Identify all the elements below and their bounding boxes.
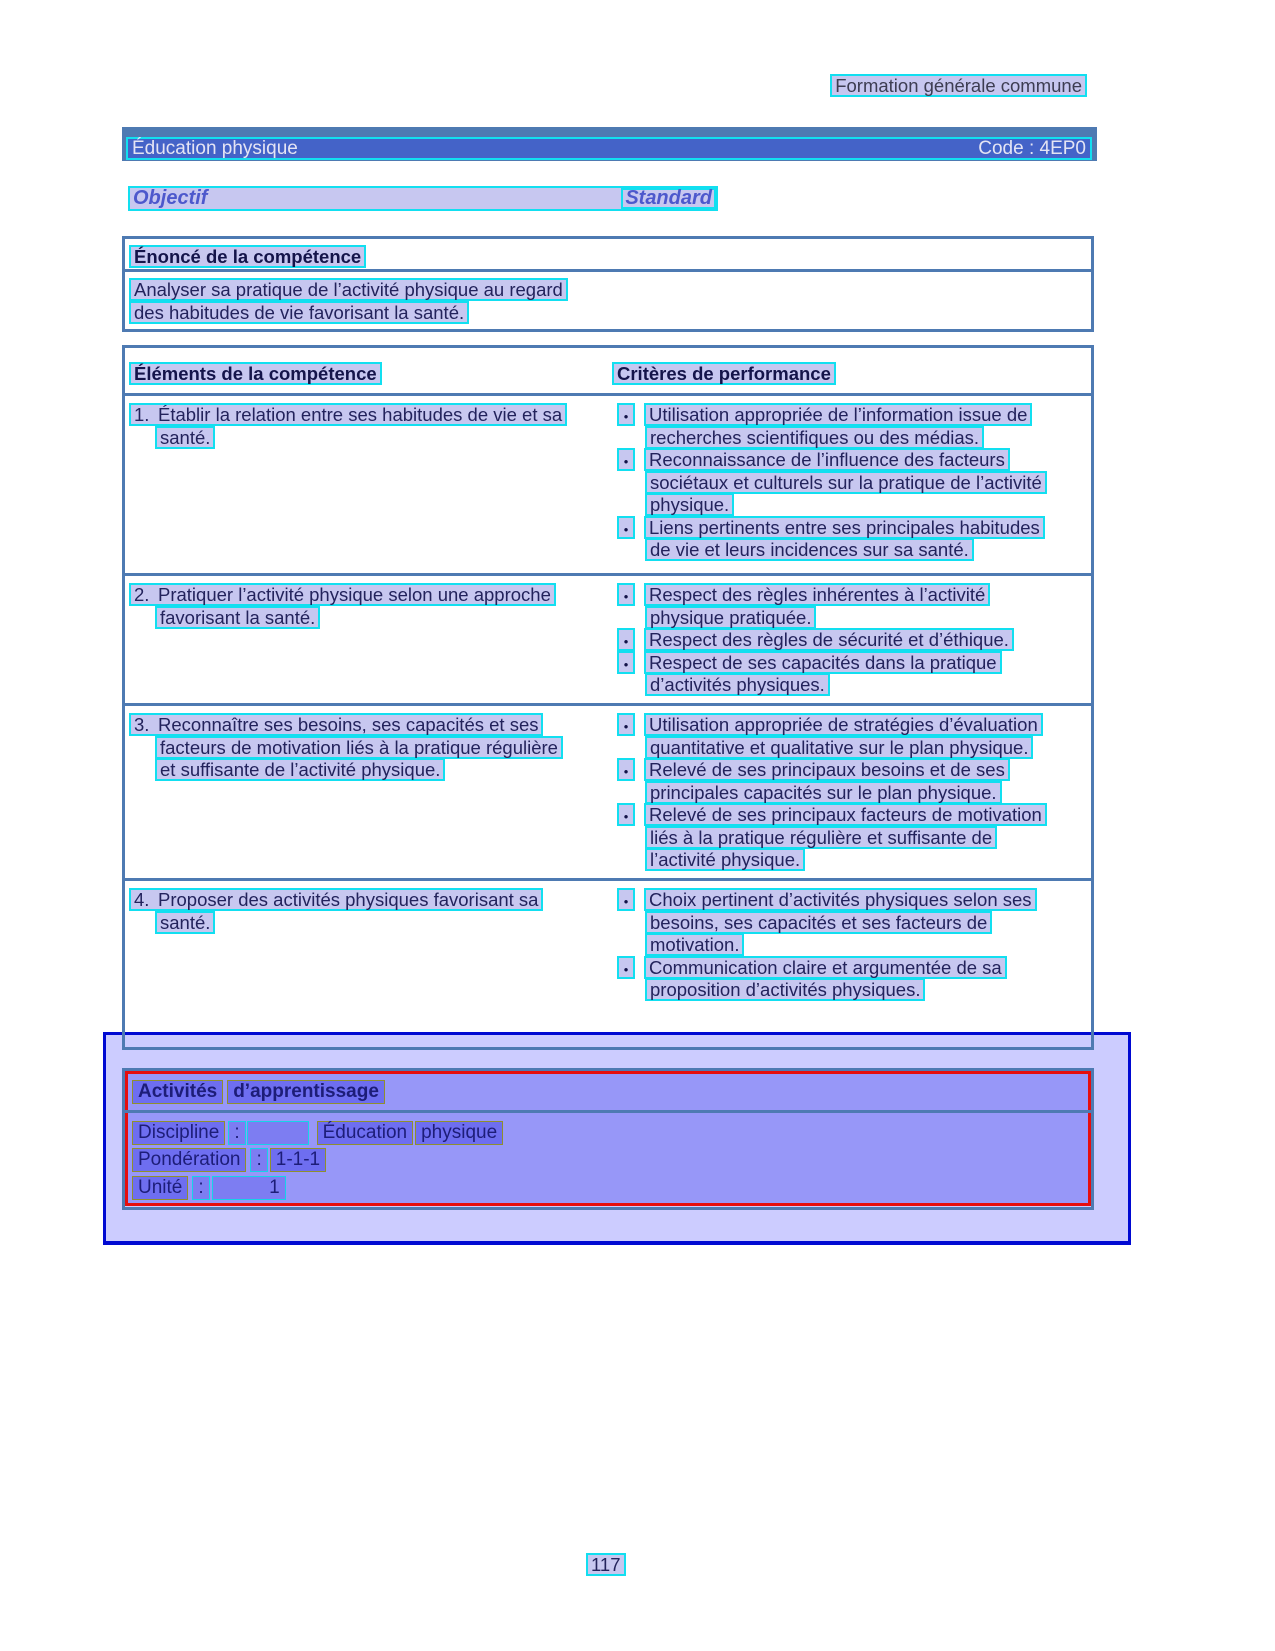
element-cell <box>125 881 612 1055</box>
item-number: 4. <box>134 889 150 910</box>
criteria-text: Respect des règles de sécurité et d’éthique. <box>644 628 1014 651</box>
discipline-colon: : <box>228 1121 245 1145</box>
criteria-text: Utilisation appropriée de stratégies d’évaluation <box>644 713 1043 736</box>
criteria-cell <box>612 706 1091 878</box>
discipline-row <box>132 1121 503 1145</box>
ponderation-value: 1-1-1 <box>270 1148 326 1172</box>
criteria-text: recherches scientifiques ou des médias. <box>645 426 984 449</box>
criteria-text: principales capacités sur le plan physique. <box>645 781 1002 804</box>
criteria-line <box>617 911 1091 934</box>
section-heading <box>128 186 718 211</box>
enonce-table-body <box>125 272 1091 323</box>
activites-content <box>122 1068 1094 1210</box>
criteria-line <box>617 888 1091 911</box>
element-cell <box>125 706 612 878</box>
course-title: Éducation physique <box>132 137 298 159</box>
col1-header-text: Éléments de la compétence <box>129 362 382 385</box>
running-head-text: Formation générale commune <box>830 74 1087 97</box>
criteria-text: proposition d’activités physiques. <box>645 978 925 1001</box>
element-text: santé. <box>155 911 215 934</box>
element-text: facteurs de motivation liés à la pratique régulière <box>155 736 563 759</box>
criteria-text: l’activité physique. <box>645 848 805 871</box>
element-line <box>129 911 612 934</box>
activites-title <box>132 1080 385 1104</box>
element-text: Établir la relation entre ses habitudes de vie et sa <box>158 404 563 425</box>
bullet-icon: • <box>623 656 629 672</box>
title-bar-highlight-box <box>126 137 1092 160</box>
activites-title-word1: Activités <box>132 1080 223 1104</box>
bullet-icon: • <box>623 961 629 977</box>
bullet-icon: • <box>623 719 629 734</box>
bullet-icon: • <box>623 409 629 424</box>
table-row <box>125 878 1091 1055</box>
criteria-line <box>617 978 1091 1001</box>
criteria-text: Relevé de ses principaux besoins et de ses <box>644 758 1010 781</box>
element-line <box>129 583 612 606</box>
table-row <box>125 703 1091 878</box>
bullet-icon: • <box>623 589 629 604</box>
item-number: 3. <box>134 714 150 735</box>
enonce-line <box>129 278 1091 301</box>
discipline-spacer-box <box>247 1121 309 1145</box>
page-number-text: 117 <box>586 1553 626 1576</box>
criteria-text: de vie et leurs incidences sur sa santé. <box>645 538 974 561</box>
criteria-line <box>617 673 1091 696</box>
element-text: santé. <box>155 426 215 449</box>
criteria-line <box>617 736 1091 759</box>
criteria-line <box>617 583 1091 606</box>
table-row <box>125 393 1091 573</box>
criteria-line <box>617 956 1091 979</box>
item-number: 2. <box>134 584 150 605</box>
element-line <box>129 403 612 426</box>
criteria-line <box>617 826 1091 849</box>
criteria-text: Reconnaissance de l’influence des facteurs <box>644 448 1010 471</box>
page-number <box>586 1553 626 1576</box>
criteria-line <box>617 426 1091 449</box>
element-text: et suffisante de l’activité physique. <box>155 758 445 781</box>
criteria-line <box>617 448 1091 471</box>
unite-label: Unité <box>132 1176 188 1200</box>
discipline-value-word1: Éducation <box>317 1121 414 1145</box>
element-text: Proposer des activités physiques favorisant sa <box>158 889 539 910</box>
enonce-table-header <box>125 239 1091 272</box>
enonce-line <box>129 301 1091 324</box>
enonce-table <box>122 236 1094 332</box>
element-text: favorisant la santé. <box>155 606 320 629</box>
criteria-text: Communication claire et argumentée de sa <box>644 956 1007 979</box>
criteria-text: liés à la pratique régulière et suffisante de <box>645 826 997 849</box>
item-number: 1. <box>134 404 150 425</box>
element-line <box>129 888 612 911</box>
criteria-text: sociétaux et culturels sur la pratique de l’activité <box>645 471 1047 494</box>
enonce-line-text: des habitudes de vie favorisant la santé. <box>129 301 469 324</box>
element-cell <box>125 576 612 703</box>
criteria-cell <box>612 396 1091 573</box>
criteria-line <box>617 471 1091 494</box>
criteria-text: Liens pertinents entre ses principales habitudes <box>644 516 1045 539</box>
criteria-text: Respect des règles inhérentes à l’activité <box>644 583 990 606</box>
criteria-line <box>617 606 1091 629</box>
activites-title-word2: d’apprentissage <box>227 1080 385 1104</box>
ponderation-colon: : <box>250 1148 267 1172</box>
criteria-text: besoins, ses capacités et ses facteurs de <box>645 911 992 934</box>
criteria-line <box>617 403 1091 426</box>
activites-divider <box>125 1110 1091 1113</box>
heading-standard: Standard <box>621 188 716 209</box>
criteria-text: physique. <box>645 493 734 516</box>
element-cell <box>125 396 612 573</box>
bullet-icon: • <box>623 894 629 909</box>
discipline-label: Discipline <box>132 1121 225 1145</box>
unite-colon: : <box>192 1176 209 1200</box>
element-line <box>129 713 612 736</box>
criteria-line <box>617 651 1091 674</box>
criteria-line <box>617 538 1091 561</box>
criteria-line <box>617 758 1091 781</box>
title-bar <box>122 127 1097 161</box>
criteria-line <box>617 803 1091 826</box>
enonce-line-text: Analyser sa pratique de l’activité physique au regard <box>129 278 568 301</box>
element-text: Pratiquer l’activité physique selon une approche <box>158 584 551 605</box>
element-line <box>129 758 612 781</box>
bullet-icon: • <box>623 521 629 537</box>
criteria-line <box>617 848 1091 871</box>
bullet-icon: • <box>623 764 629 779</box>
criteria-text: Relevé de ses principaux facteurs de motivation <box>644 803 1047 826</box>
criteria-text: quantitative et qualitative sur le plan physique. <box>645 736 1033 759</box>
criteria-text: Choix pertinent d’activités physiques selon ses <box>644 888 1037 911</box>
ponderation-label: Pondération <box>132 1148 246 1172</box>
table-row <box>125 573 1091 703</box>
bullet-icon: • <box>623 454 629 469</box>
element-line <box>129 736 612 759</box>
col2-header-text: Critères de performance <box>612 362 836 385</box>
criteria-line <box>617 713 1091 736</box>
competence-table-header <box>125 348 1091 393</box>
criteria-text: Utilisation appropriée de l’information issue de <box>644 403 1032 426</box>
criteria-line <box>617 628 1091 651</box>
competence-table <box>122 345 1094 1050</box>
element-line <box>129 426 612 449</box>
bullet-icon: • <box>623 809 629 824</box>
element-line <box>129 606 612 629</box>
ponderation-row <box>132 1148 326 1172</box>
unite-row <box>132 1176 286 1200</box>
criteria-cell <box>612 881 1091 1055</box>
enonce-header-text: Énoncé de la compétence <box>129 245 366 268</box>
criteria-text: d’activités physiques. <box>645 673 830 696</box>
unite-value: 1 <box>212 1176 286 1200</box>
running-head <box>830 74 1087 97</box>
criteria-cell <box>612 576 1091 703</box>
course-code: Code : 4EP0 <box>978 137 1086 159</box>
bullet-icon: • <box>623 634 629 649</box>
criteria-line <box>617 781 1091 804</box>
criteria-line <box>617 493 1091 516</box>
criteria-text: motivation. <box>645 933 744 956</box>
criteria-line <box>617 933 1091 956</box>
criteria-text: Respect de ses capacités dans la pratique <box>644 651 1002 674</box>
heading-objectif: Objectif <box>133 187 208 209</box>
discipline-value-word2: physique <box>415 1121 503 1145</box>
criteria-line <box>617 516 1091 539</box>
element-text: Reconnaître ses besoins, ses capacités et ses <box>158 714 539 735</box>
criteria-text: physique pratiquée. <box>645 606 816 629</box>
